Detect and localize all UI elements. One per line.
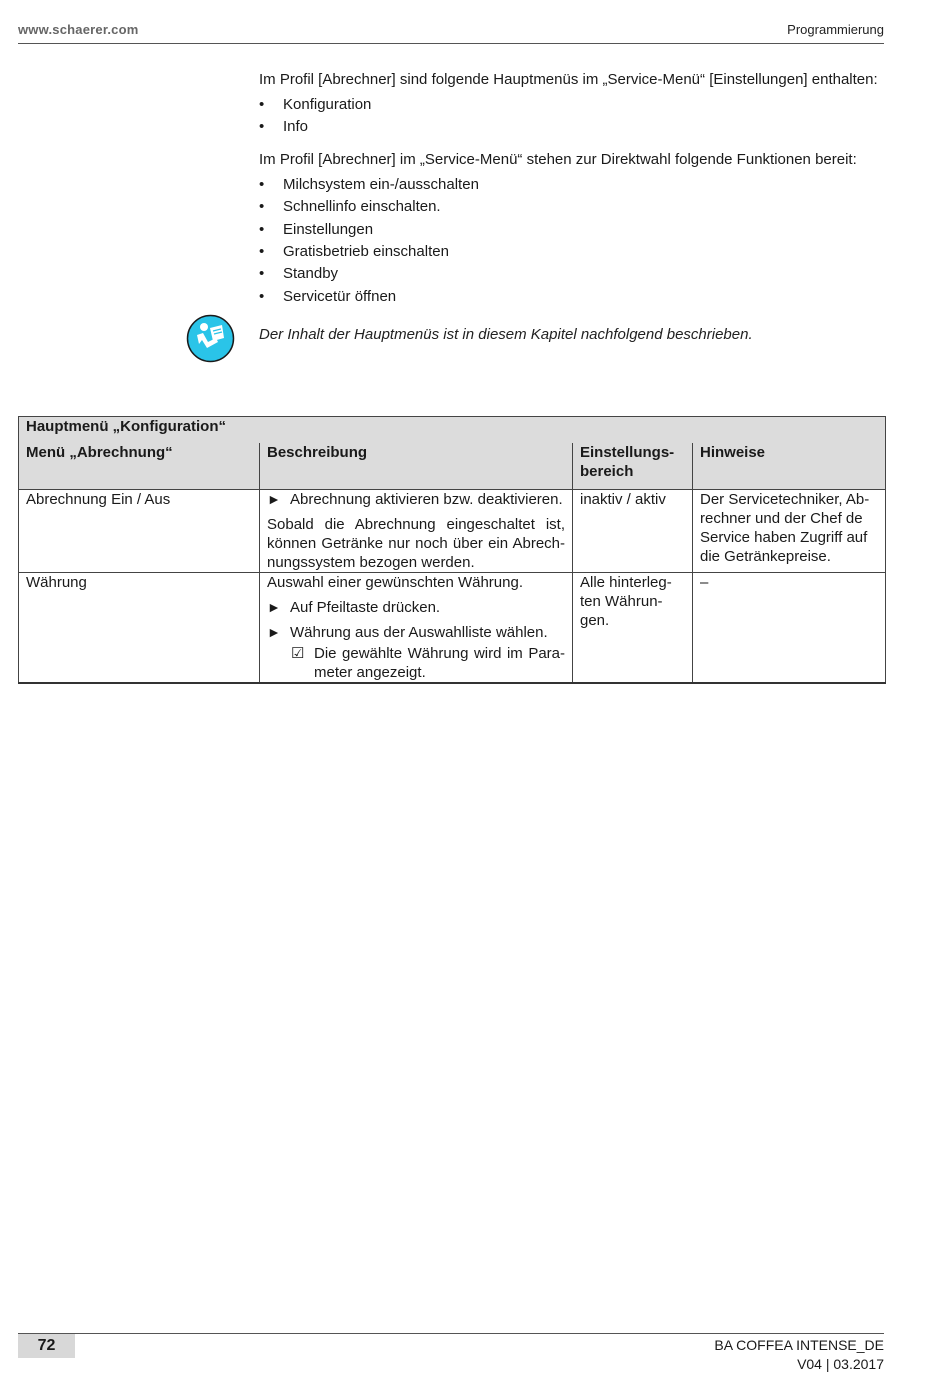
hint-cell: Der Servicetechniker, Ab-rechner und der Chef de Service haben Zugriff auf die Getränkepreise. [693, 490, 886, 573]
description-cell [260, 573, 573, 684]
range-cell: inaktiv / aktiv [573, 490, 693, 573]
direct-function-list [259, 174, 889, 308]
arrow-right-icon: ► [267, 491, 281, 507]
menu-cell: Währung [19, 573, 260, 684]
footer-document-info [714, 1336, 884, 1374]
header-divider [18, 43, 884, 44]
instruction-step: ► Währung aus der Auswahlliste wählen. [267, 624, 548, 641]
page-number: 72 [18, 1334, 75, 1358]
table-row [19, 490, 886, 573]
description-text: Auswahl einer gewünschten Währung. [267, 574, 523, 591]
table-title: Hauptmenü „Konfiguration“ [19, 417, 886, 444]
range-cell: Alle hinterleg-ten Währun-gen. [573, 573, 693, 684]
arrow-right-icon: ► [267, 599, 281, 615]
footer-divider [18, 1333, 884, 1334]
list-item: • Info [259, 118, 309, 136]
list-item: • Gratisbetrieb einschalten [259, 242, 449, 260]
description-cell [260, 490, 573, 573]
document-title: BA COFFEA INTENSE_DE [714, 1337, 884, 1353]
main-menu-list [259, 94, 889, 139]
table-row [19, 573, 886, 684]
intro-paragraph-2: Im Profil [Abrechner] im „Service-Menü“ stehen zur Direktwahl folgende Funktionen bereit: [259, 150, 857, 168]
read-manual-icon [186, 314, 235, 363]
intro-paragraph-1: Im Profil [Abrechner] sind folgende Hauptmenüs im „Service-Menü“ [Einstellungen] enthalten: [259, 71, 878, 88]
column-header-hints: Hinweise [693, 443, 886, 490]
result-item: ☑ Die gewählte Währung wird im Para-meter angezeigt. [291, 645, 565, 681]
list-item: • Standby [259, 265, 339, 283]
intro-content [259, 69, 889, 318]
header-url: www.schaerer.com [18, 22, 139, 37]
column-header-menu: Menü „Abrechnung“ [19, 443, 260, 490]
document-version: V04 | 03.2017 [797, 1356, 884, 1372]
instruction-step: ► Abrechnung aktivieren bzw. deaktivieren. [267, 491, 563, 508]
list-item: • Einstellungen [259, 220, 374, 238]
instruction-step: ► Auf Pfeiltaste drücken. [267, 599, 441, 616]
column-header-range: Einstellungs- bereich [573, 443, 693, 490]
configuration-table [18, 416, 886, 684]
arrow-right-icon: ► [267, 624, 281, 640]
description-text: Sobald die Abrechnung eingeschaltet ist, können Getränke nur noch über ein Abrech-nungssystem bezogen werden. [267, 516, 565, 571]
list-item: • Milchsystem ein-/ausschalten [259, 175, 479, 193]
checkbox-checked-icon: ☑ [291, 645, 305, 662]
menu-cell: Abrechnung Ein / Aus [19, 490, 260, 573]
list-item: • Schnellinfo einschalten. [259, 198, 441, 216]
column-header-description: Beschreibung [260, 443, 573, 490]
list-item: • Konfiguration [259, 96, 372, 113]
header-section-title: Programmierung [787, 22, 884, 37]
hint-cell: – [693, 573, 886, 684]
list-item: • Servicetür öffnen [259, 287, 397, 305]
note-text: Der Inhalt der Hauptmenüs ist in diesem Kapitel nachfolgend beschrieben. [259, 326, 753, 343]
